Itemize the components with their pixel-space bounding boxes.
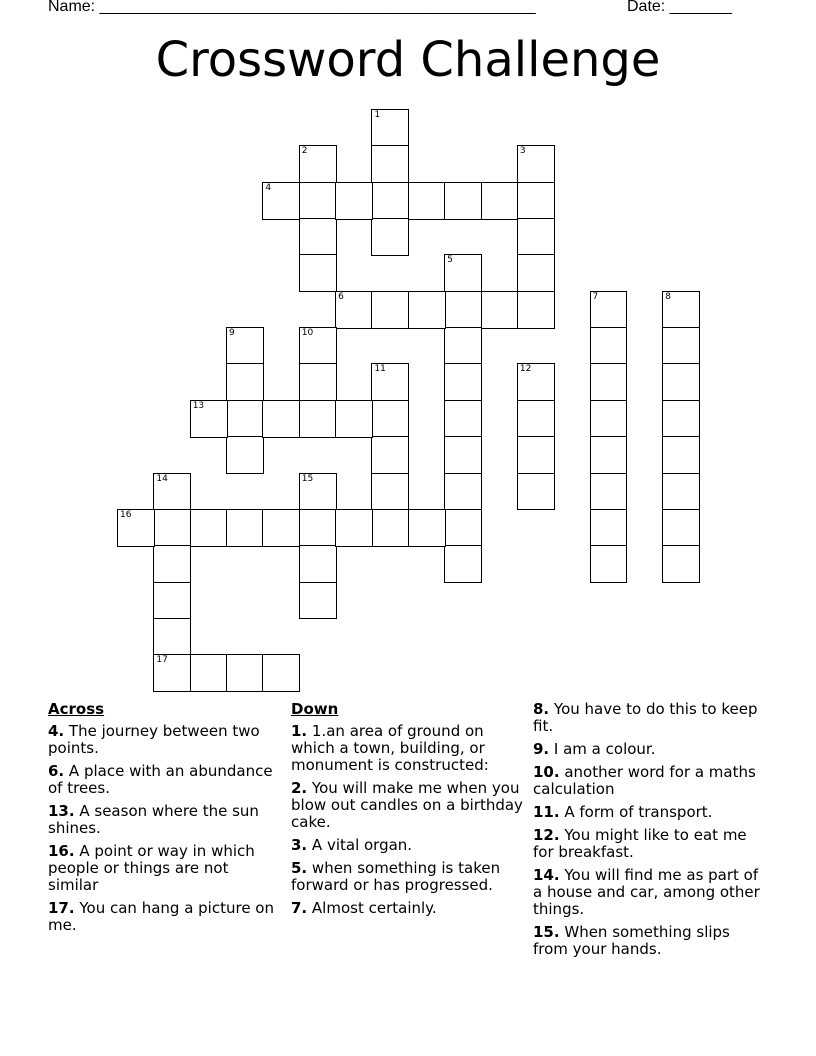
crossword-cell[interactable] <box>590 473 628 511</box>
crossword-cell[interactable] <box>408 182 446 220</box>
cell-number: 10 <box>301 328 314 339</box>
date-field[interactable]: Date: _______ <box>627 0 732 15</box>
cell-number: 3 <box>519 146 526 157</box>
crossword-cell[interactable] <box>590 436 628 474</box>
clue-number: 2. <box>291 779 308 797</box>
crossword-cell[interactable] <box>517 218 555 256</box>
crossword-cell[interactable] <box>190 400 228 438</box>
crossword-cell[interactable] <box>117 509 155 547</box>
across-clue-list <box>48 723 283 934</box>
crossword-cell[interactable] <box>299 473 337 511</box>
clue-text: A point or way in which people or things are not similar <box>48 842 255 894</box>
down-heading: Down <box>291 700 339 718</box>
crossword-cell[interactable] <box>153 473 191 511</box>
crossword-cell[interactable] <box>517 254 555 292</box>
crossword-cell[interactable] <box>408 509 446 547</box>
clue <box>533 827 768 861</box>
crossword-cell[interactable] <box>517 363 555 401</box>
crossword-cell[interactable] <box>662 436 700 474</box>
crossword-cell[interactable] <box>444 509 482 547</box>
crossword-cell[interactable] <box>299 327 337 365</box>
clue-number: 13. <box>48 802 75 820</box>
crossword-cell[interactable] <box>444 182 482 220</box>
crossword-cell[interactable] <box>481 291 519 329</box>
crossword-cell[interactable] <box>517 473 555 511</box>
clue <box>48 763 283 797</box>
crossword-cell[interactable] <box>517 400 555 438</box>
crossword-cell[interactable] <box>226 509 264 547</box>
clue <box>291 860 526 894</box>
crossword-cell[interactable] <box>226 327 264 365</box>
crossword-cell[interactable] <box>517 436 555 474</box>
crossword-cell[interactable] <box>444 545 482 583</box>
crossword-cell[interactable] <box>335 182 373 220</box>
crossword-cell[interactable] <box>662 473 700 511</box>
across-clues <box>48 701 283 940</box>
crossword-cell[interactable] <box>262 400 300 438</box>
clue <box>533 924 768 958</box>
crossword-cell[interactable] <box>335 400 373 438</box>
clue-number: 4. <box>48 722 65 740</box>
crossword-cell[interactable] <box>299 582 337 620</box>
crossword-cell[interactable] <box>444 291 482 329</box>
clue-number: 17. <box>48 899 75 917</box>
crossword-cell[interactable] <box>590 400 628 438</box>
clue-text: You have to do this to keep fit. <box>533 700 758 735</box>
clue-text: You will make me when you blow out candles on a birthday cake. <box>291 779 523 831</box>
crossword-cell[interactable] <box>371 473 409 511</box>
cell-number: 14 <box>156 473 168 484</box>
page-title: Crossword Challenge <box>155 32 661 88</box>
clue-text: 1.an area of ground on which a town, building, or monument is constructed: <box>291 722 489 774</box>
clue-number: 8. <box>533 700 550 718</box>
crossword-cell[interactable] <box>335 509 373 547</box>
crossword-cell[interactable] <box>371 145 409 183</box>
cell-number: 2 <box>301 146 308 157</box>
down-clue-list-continued <box>533 701 768 958</box>
crossword-cell[interactable] <box>299 545 337 583</box>
clue-number: 16. <box>48 842 75 860</box>
clue-text: another word for a maths calculation <box>533 763 756 798</box>
crossword-cell[interactable] <box>226 436 264 474</box>
clue <box>291 723 526 774</box>
clue <box>533 741 768 758</box>
crossword-cell[interactable] <box>662 400 700 438</box>
crossword-cell[interactable] <box>517 182 555 220</box>
clue-text: A vital organ. <box>311 836 413 854</box>
crossword-cell[interactable] <box>226 400 264 438</box>
cell-number: 4 <box>265 182 272 193</box>
clue-number: 1. <box>291 722 308 740</box>
crossword-cell[interactable] <box>299 218 337 256</box>
clue-text: A place with an abundance of trees. <box>48 762 273 797</box>
clue <box>291 837 526 854</box>
clue-text: You can hang a picture on me. <box>48 899 274 934</box>
clue-number: 5. <box>291 859 308 877</box>
cell-number: 6 <box>338 291 344 302</box>
crossword-cell[interactable] <box>299 145 337 183</box>
clue-number: 6. <box>48 762 65 780</box>
clue-number: 12. <box>533 826 560 844</box>
crossword-cell[interactable] <box>371 363 409 401</box>
crossword-cell[interactable] <box>262 654 300 692</box>
crossword-cell[interactable] <box>371 109 409 147</box>
clue-number: 9. <box>533 740 550 758</box>
cell-number: 7 <box>592 291 599 302</box>
cell-number: 13 <box>192 400 205 411</box>
crossword-cell[interactable] <box>299 400 337 438</box>
crossword-cell[interactable] <box>299 254 337 292</box>
clue-text: When something slips from your hands. <box>533 923 730 958</box>
crossword-cell[interactable] <box>662 327 700 365</box>
crossword-cell[interactable] <box>444 327 482 365</box>
crossword-cell[interactable] <box>371 218 409 256</box>
clue-text: You might like to eat me for breakfast. <box>533 826 747 861</box>
crossword-cell[interactable] <box>444 400 482 438</box>
crossword-cell[interactable] <box>299 509 337 547</box>
crossword-cell[interactable] <box>590 509 628 547</box>
clue <box>48 723 283 757</box>
clue-text: You will find me as part of a house and car, among other things. <box>533 866 760 918</box>
crossword-cell[interactable] <box>481 182 519 220</box>
crossword-cell[interactable] <box>299 363 337 401</box>
down-clues <box>291 701 526 923</box>
across-heading: Across <box>48 700 105 718</box>
crossword-cell[interactable] <box>408 291 446 329</box>
clue-number: 3. <box>291 836 308 854</box>
clue <box>533 764 768 798</box>
crossword-cell[interactable] <box>371 436 409 474</box>
crossword-cell[interactable] <box>371 509 409 547</box>
clue-text: The journey between two points. <box>48 722 260 757</box>
crossword-cell[interactable] <box>335 291 373 329</box>
clue-text: A season where the sun shines. <box>48 802 259 837</box>
clue <box>48 803 283 837</box>
clue-text: when something is taken forward or has progressed. <box>291 859 501 894</box>
down-clue-list <box>291 723 526 917</box>
crossword-cell[interactable] <box>262 182 300 220</box>
cell-number: 11 <box>374 364 386 375</box>
clue-text: A form of transport. <box>564 803 713 821</box>
clue <box>291 780 526 831</box>
clue-number: 11. <box>533 803 560 821</box>
clue-number: 15. <box>533 923 560 941</box>
crossword-cell[interactable] <box>662 363 700 401</box>
cell-number: 8 <box>665 291 671 302</box>
crossword-cell[interactable] <box>517 291 555 329</box>
crossword-cell[interactable] <box>590 545 628 583</box>
crossword-cell[interactable] <box>590 363 628 401</box>
crossword-cell[interactable] <box>444 473 482 511</box>
name-field[interactable]: Name: _________________________________________________ <box>48 0 536 15</box>
crossword-cell[interactable] <box>444 363 482 401</box>
crossword-cell[interactable] <box>153 509 191 547</box>
crossword-cell[interactable] <box>262 509 300 547</box>
clue <box>533 804 768 821</box>
crossword-cell[interactable] <box>153 618 191 656</box>
cell-number: 15 <box>301 473 314 484</box>
clue <box>48 900 283 934</box>
clue-number: 7. <box>291 899 308 917</box>
crossword-cell[interactable] <box>153 654 191 692</box>
crossword-cell[interactable] <box>226 363 264 401</box>
crossword-cell[interactable] <box>590 327 628 365</box>
crossword-cell[interactable] <box>371 182 409 220</box>
crossword-cell[interactable] <box>226 654 264 692</box>
crossword-cell[interactable] <box>153 545 191 583</box>
crossword-cell[interactable] <box>662 545 700 583</box>
cell-number: 12 <box>519 364 532 375</box>
crossword-cell[interactable] <box>662 509 700 547</box>
clue-text: I am a colour. <box>553 740 656 758</box>
cell-number: 17 <box>156 655 168 666</box>
crossword-cell[interactable] <box>371 291 409 329</box>
crossword-cell[interactable] <box>590 291 628 329</box>
clue <box>533 867 768 918</box>
clue <box>533 701 768 735</box>
cell-number: 1 <box>374 110 381 120</box>
cell-number: 9 <box>229 328 235 339</box>
crossword-cell[interactable] <box>190 509 228 547</box>
down-clues-continued <box>533 701 768 964</box>
crossword-cell[interactable] <box>299 182 337 220</box>
crossword-cell[interactable] <box>190 654 228 692</box>
crossword-cell[interactable] <box>444 254 482 292</box>
clue <box>48 843 283 894</box>
clue-text: Almost certainly. <box>311 899 437 917</box>
crossword-cell[interactable] <box>662 291 700 329</box>
cell-number: 16 <box>120 509 132 520</box>
crossword-cell[interactable] <box>517 145 555 183</box>
clue <box>291 900 526 917</box>
crossword-cell[interactable] <box>371 400 409 438</box>
clue-number: 14. <box>533 866 560 884</box>
clue-number: 10. <box>533 763 560 781</box>
crossword-cell[interactable] <box>153 582 191 620</box>
crossword-cell[interactable] <box>444 436 482 474</box>
cell-number: 5 <box>447 255 453 266</box>
